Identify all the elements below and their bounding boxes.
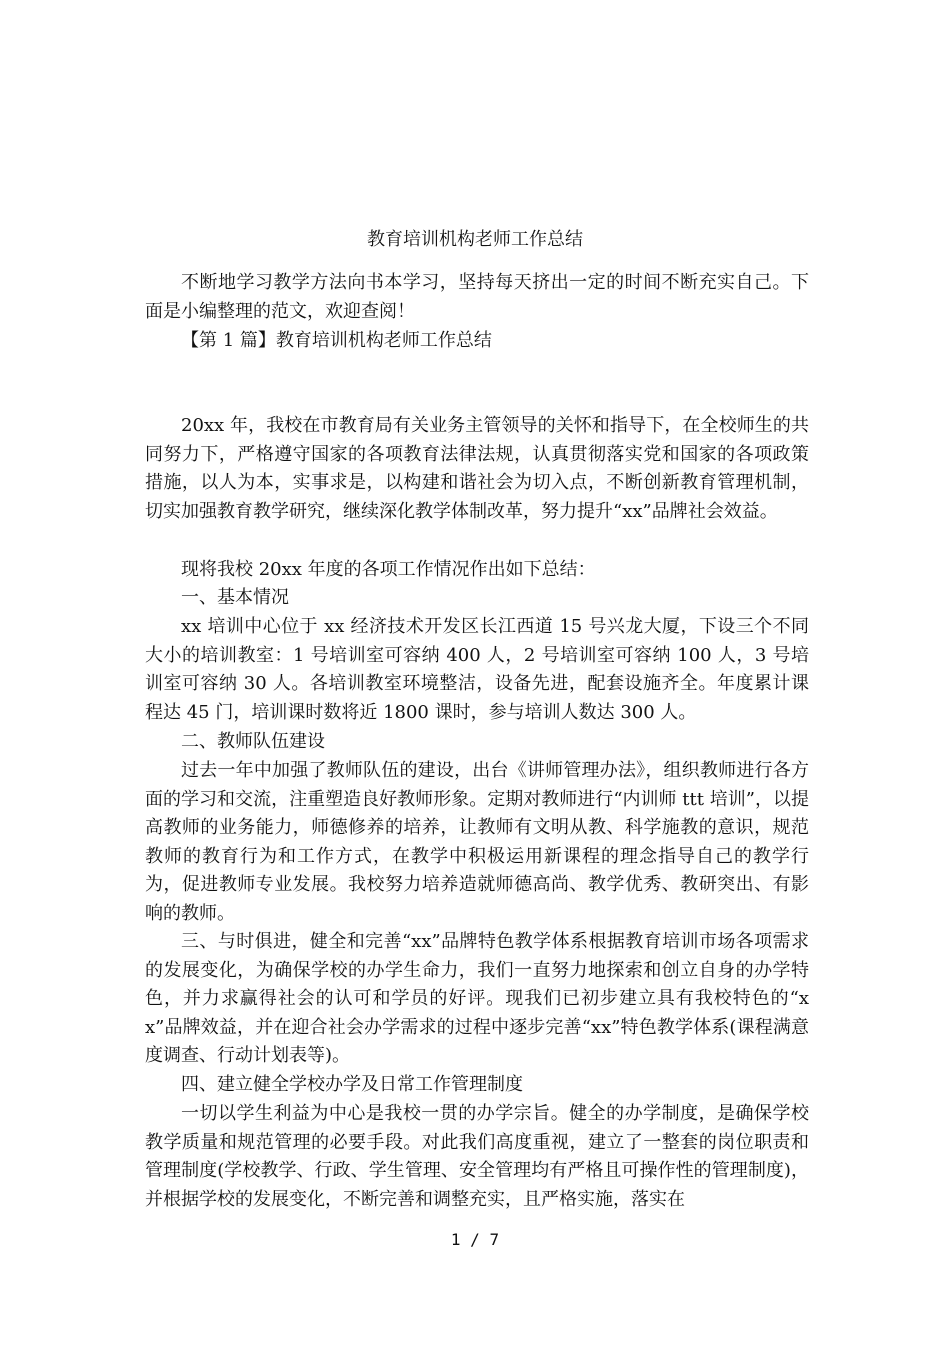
paragraph-1: 20xx 年，我校在市教育局有关业务主管领导的关怀和指导下，在全校师生的共同努力下，严格遵守国家的各项教育法律法规，认真贯彻落实党和国家的各项政策措施，以人为本，实事求是，以构建和谐社会为切入点，不断创新教育管理机制，切实加强教育教学研究，继续深化教学体制改革，努力提升“xx”品牌社会效益。 bbox=[145, 415, 809, 522]
heading-basic-info: 一、基本情况 bbox=[181, 587, 289, 608]
paragraph-2: 现将我校 20xx 年度的各项工作情况作出如下总结： bbox=[181, 559, 596, 580]
paragraph-teacher-team: 过去一年中加强了教师队伍的建设，出台《讲师管理办法》，组织教师进行各方面的学习和交流，注重塑造良好教师形象。定期对教师进行“内训师 ttt 培训”，以提高教师的业务能力，师德修养的培养，让教师有文明从教、科学施教的意识，规范教师的教育行为和工作方式，在教学中积极运用新课程的理念指导自己的教学行为，促进教师专业发展。我校努力培养造就师德高尚、教学优秀、教研突出、有影响的教师。 bbox=[145, 760, 809, 924]
section-heading: 【第 1 篇】教育培训机构老师工作总结 bbox=[181, 330, 492, 351]
page-indicator: 1 / 7 bbox=[450, 1230, 500, 1249]
heading-teacher-team: 二、教师队伍建设 bbox=[181, 731, 325, 752]
paragraph-brand-system: 三、与时俱进，健全和完善“xx”品牌特色教学体系根据教育培训市场各项需求的发展变化，为确保学校的办学生命力，我们一直努力地探索和创立自身的办学特色，并力求赢得社会的认可和学员的好评。现我们已初步建立具有我校特色的“xx”品牌效益，并在迎合社会办学需求的过程中逐步完善“xx”特色教学体系(课程满意度调查、行动计划表等)。 bbox=[145, 931, 809, 1067]
heading-management: 四、建立健全学校办学及日常工作管理制度 bbox=[181, 1074, 523, 1095]
document-title: 教育培训机构老师工作总结 bbox=[367, 229, 583, 250]
paragraph-management: 一切以学生利益为中心是我校一贯的办学宗旨。健全的办学制度，是确保学校教学质量和规范管理的必要手段。对此我们高度重视，建立了一整套的岗位职责和管理制度(学校教学、行政、学生管理、安全管理均有严格且可操作性的管理制度)，并根据学校的发展变化，不断完善和调整充实，且严格实施，落实在 bbox=[145, 1103, 809, 1210]
intro-paragraph: 不断地学习教学方法向书本学习，坚持每天挤出一定的时间不断充实自己。下面是小编整理的范文，欢迎查阅！ bbox=[145, 272, 809, 322]
paragraph-basic-info: xx 培训中心位于 xx 经济技术开发区长江西道 15 号兴龙大厦，下设三个不同大小的培训教室：1 号培训室可容纳 400 人，2 号培训室可容纳 100 人，3 号培训室可容纳 30 人。各培训教室环境整洁，设备先进，配套设施齐全。年度累计课程达 45 门，培训课时数将近 1800 课时，参与培训人数达 300 人。 bbox=[145, 616, 809, 723]
